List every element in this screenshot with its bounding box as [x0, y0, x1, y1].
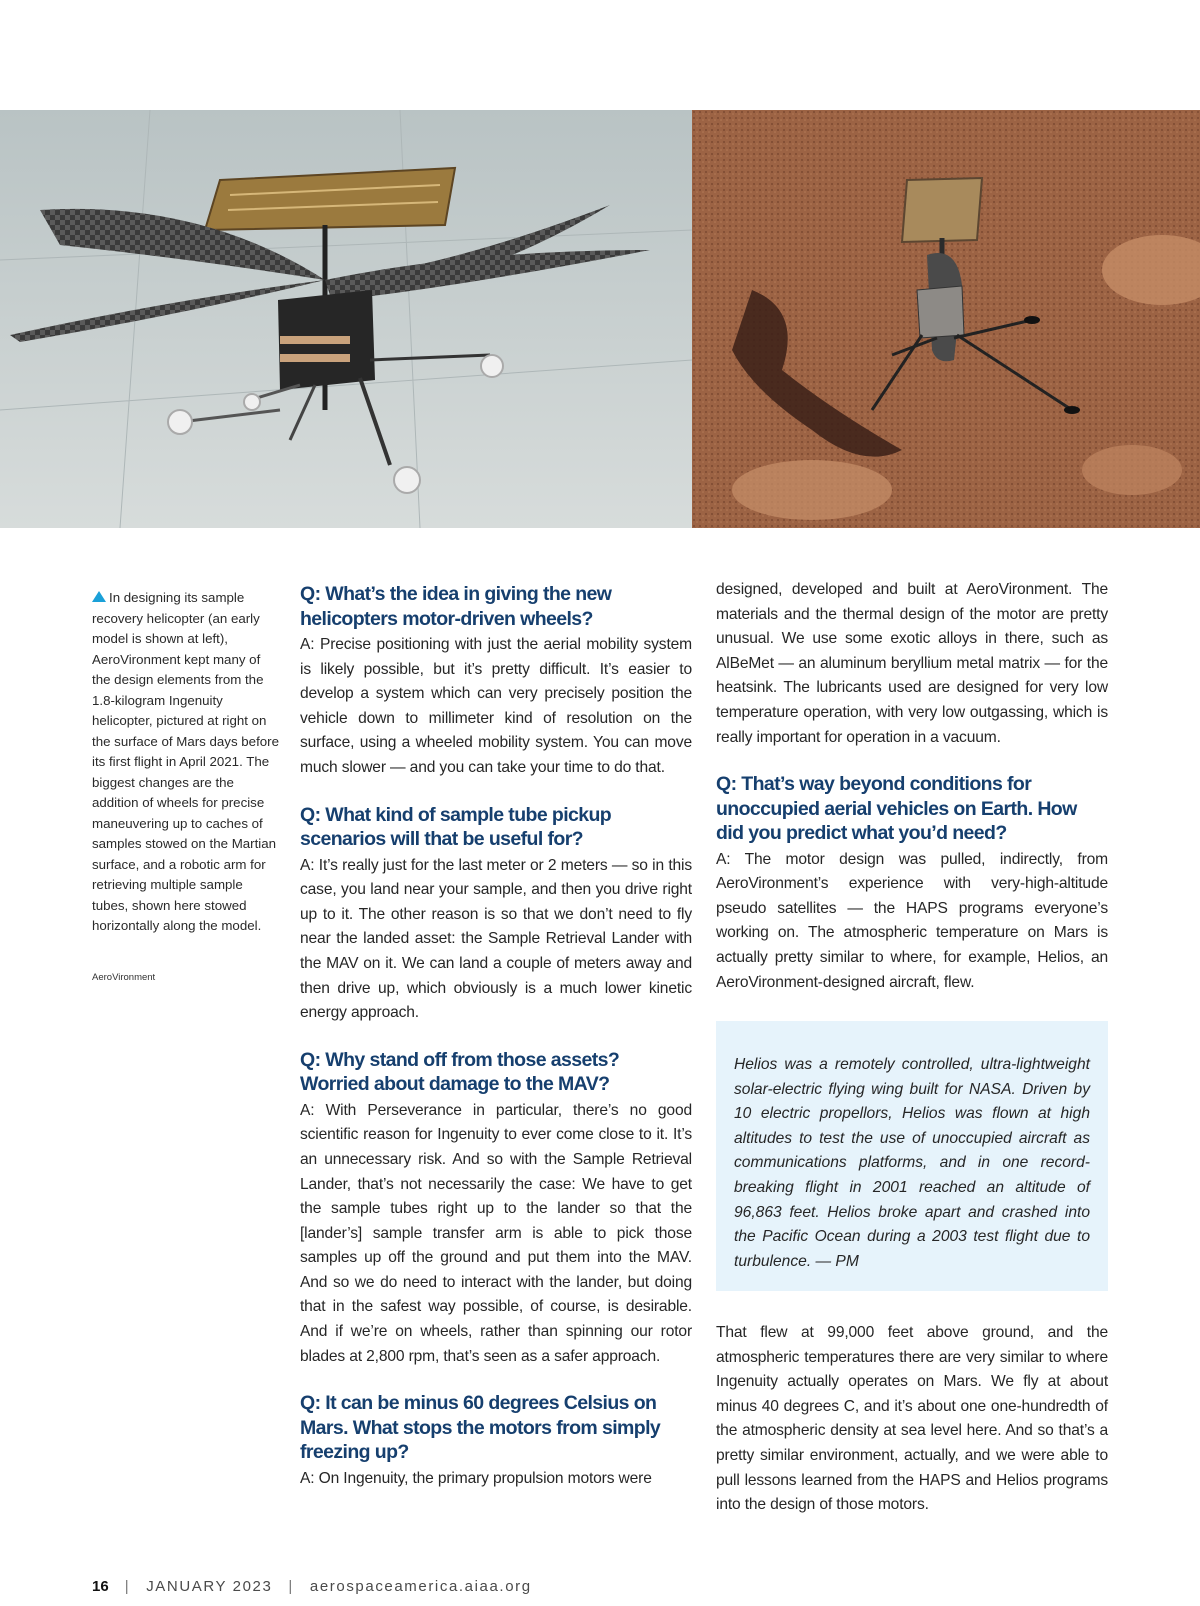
caption-pointer-icon	[92, 591, 106, 602]
page-number: 16	[92, 1578, 109, 1595]
issue-date: JANUARY 2023	[146, 1578, 273, 1595]
helicopter-model-photo-icon	[0, 110, 692, 528]
photo-credit: AeroVironment	[92, 972, 156, 983]
article-column-2	[716, 582, 1108, 995]
footer-separator: |	[288, 1578, 294, 1595]
answer-paragraph: A: The motor design was pulled, indirectly, from AeroVironment’s experience with very-high-altitude pseudo satellites — the HAPS programs everyone’s working on. The atmospheric temperature on Mars is actually pretty similar to where, for example, Helios, an AeroVironment-designed aircraft, flew.	[716, 850, 1108, 991]
footer-separator: |	[124, 1578, 131, 1595]
question-heading: Q: What’s the idea in giving the new helicopters motor-driven wheels?	[300, 583, 612, 630]
caption-text: In designing its sample recovery helicopter (an early model is shown at left), AeroVironment kept many of the design elements from the 1.8-kilogram Ingenuity helicopter, pictured at right on the surface of Mars days before its first flight in April 2021. The biggest changes are the addition of wheels for precise maneuvering up to caches of samples stowed on the Martian surface, and a robotic arm for retrieving multiple sample tubes, shown here stowed horizontally along the model.	[92, 590, 279, 933]
answer-paragraph-continued: That flew at 99,000 feet above ground, and the atmospheric temperatures there are very similar to where Ingenuity actually operates on Mars. We fly at about minus 40 degrees C, and it’s about one one-hundredth of the atmospheric density at sea level here. And so that’s a pretty similar environment, actually, and we were able to pull lessons learned from the HAPS and Helios programs into the design of those motors.	[716, 1324, 1108, 1514]
question-heading: Q: It can be minus 60 degrees Celsius on Mars. What stops the motors from simply freezing up?	[300, 1392, 661, 1464]
article-column-1	[300, 582, 692, 1491]
ingenuity-on-mars-photo	[692, 110, 1200, 528]
photo-caption	[92, 588, 282, 937]
sidebar-text: Helios was a remotely controlled, ultra-lightweight solar-electric flying wing built for NASA. Driven by 10 electric propellors, Helios was flown at high altitudes to test the use of unoccupied aircraft as communications platforms, and in one record-breaking flight in 2001 reached an altitude of 96,863 feet. Helios broke apart and crashed into the Pacific Ocean during a 2003 test flight due to turbulence. — PM	[734, 1056, 1090, 1270]
question-heading: Q: That’s way beyond conditions for unoccupied aerial vehicles on Earth. How did you predict what you’d need?	[716, 773, 1077, 845]
answer-paragraph: A: Precise positioning with just the aerial mobility system is likely possible, but it’s pretty difficult. It’s easier to develop a system which can very precisely position the vehicle down to millimeter kind of resolution on the surface, using a wheeled mobility system. You can move much slower — and you can take your time to do that.	[300, 636, 692, 776]
question-heading: Q: What kind of sample tube pickup scenarios will that be useful for?	[300, 803, 612, 851]
answer-paragraph: A: On Ingenuity, the primary propulsion motors were	[300, 1469, 652, 1487]
website-url[interactable]: aerospaceamerica.aiaa.org	[309, 1578, 532, 1595]
ingenuity-on-mars-photo-icon	[692, 110, 1200, 528]
answer-paragraph: A: It’s really just for the last meter or 2 meters — so in this case, you land near your sample, and then you drive right up to it. The other reason is so that we don’t need to fly near the landed asset: the Sample Retrieval Lander with the MAV on it. We can land a couple of meters away and then drive up, which obviously is a much lower kinetic energy approach.	[300, 856, 692, 1022]
photo-strip	[0, 110, 1200, 528]
article-column-2-bottom	[716, 1319, 1108, 1518]
answer-paragraph-continued: designed, developed and built at AeroVironment. The materials and the thermal design of the motor are pretty unusual. We use some exotic alloys in there, such as AlBeMet — an aluminum beryllium metal matrix — for the heatsink. The lubricants used are designed for very low temperature operation, with very low outgassing, which is really important for operation in a vacuum.	[716, 581, 1108, 746]
helios-sidebar-box	[716, 1021, 1108, 1291]
question-heading: Q: Why stand off from those assets? Worried about damage to the MAV?	[300, 1048, 620, 1096]
page-footer	[92, 1578, 532, 1595]
helicopter-model-photo	[0, 110, 692, 528]
answer-paragraph: A: With Perseverance in particular, there’s no good scientific reason for Ingenuity to ever come close to it. It’s an unnecessary risk. And so with the Sample Retrieval Lander, that’s not necessarily the case: We have to get the sample tubes right up to the lander so that the [lander’s] sample transfer arm is able to pick those samples up off the ground and put them into the MAV. And so we do need to interact with the lander, but doing that in the safest way possible, of course, is desirable. And if we’re on wheels, rather than spinning our rotor blades at 2,800 rpm, that’s seen as a safer approach.	[300, 1101, 692, 1365]
